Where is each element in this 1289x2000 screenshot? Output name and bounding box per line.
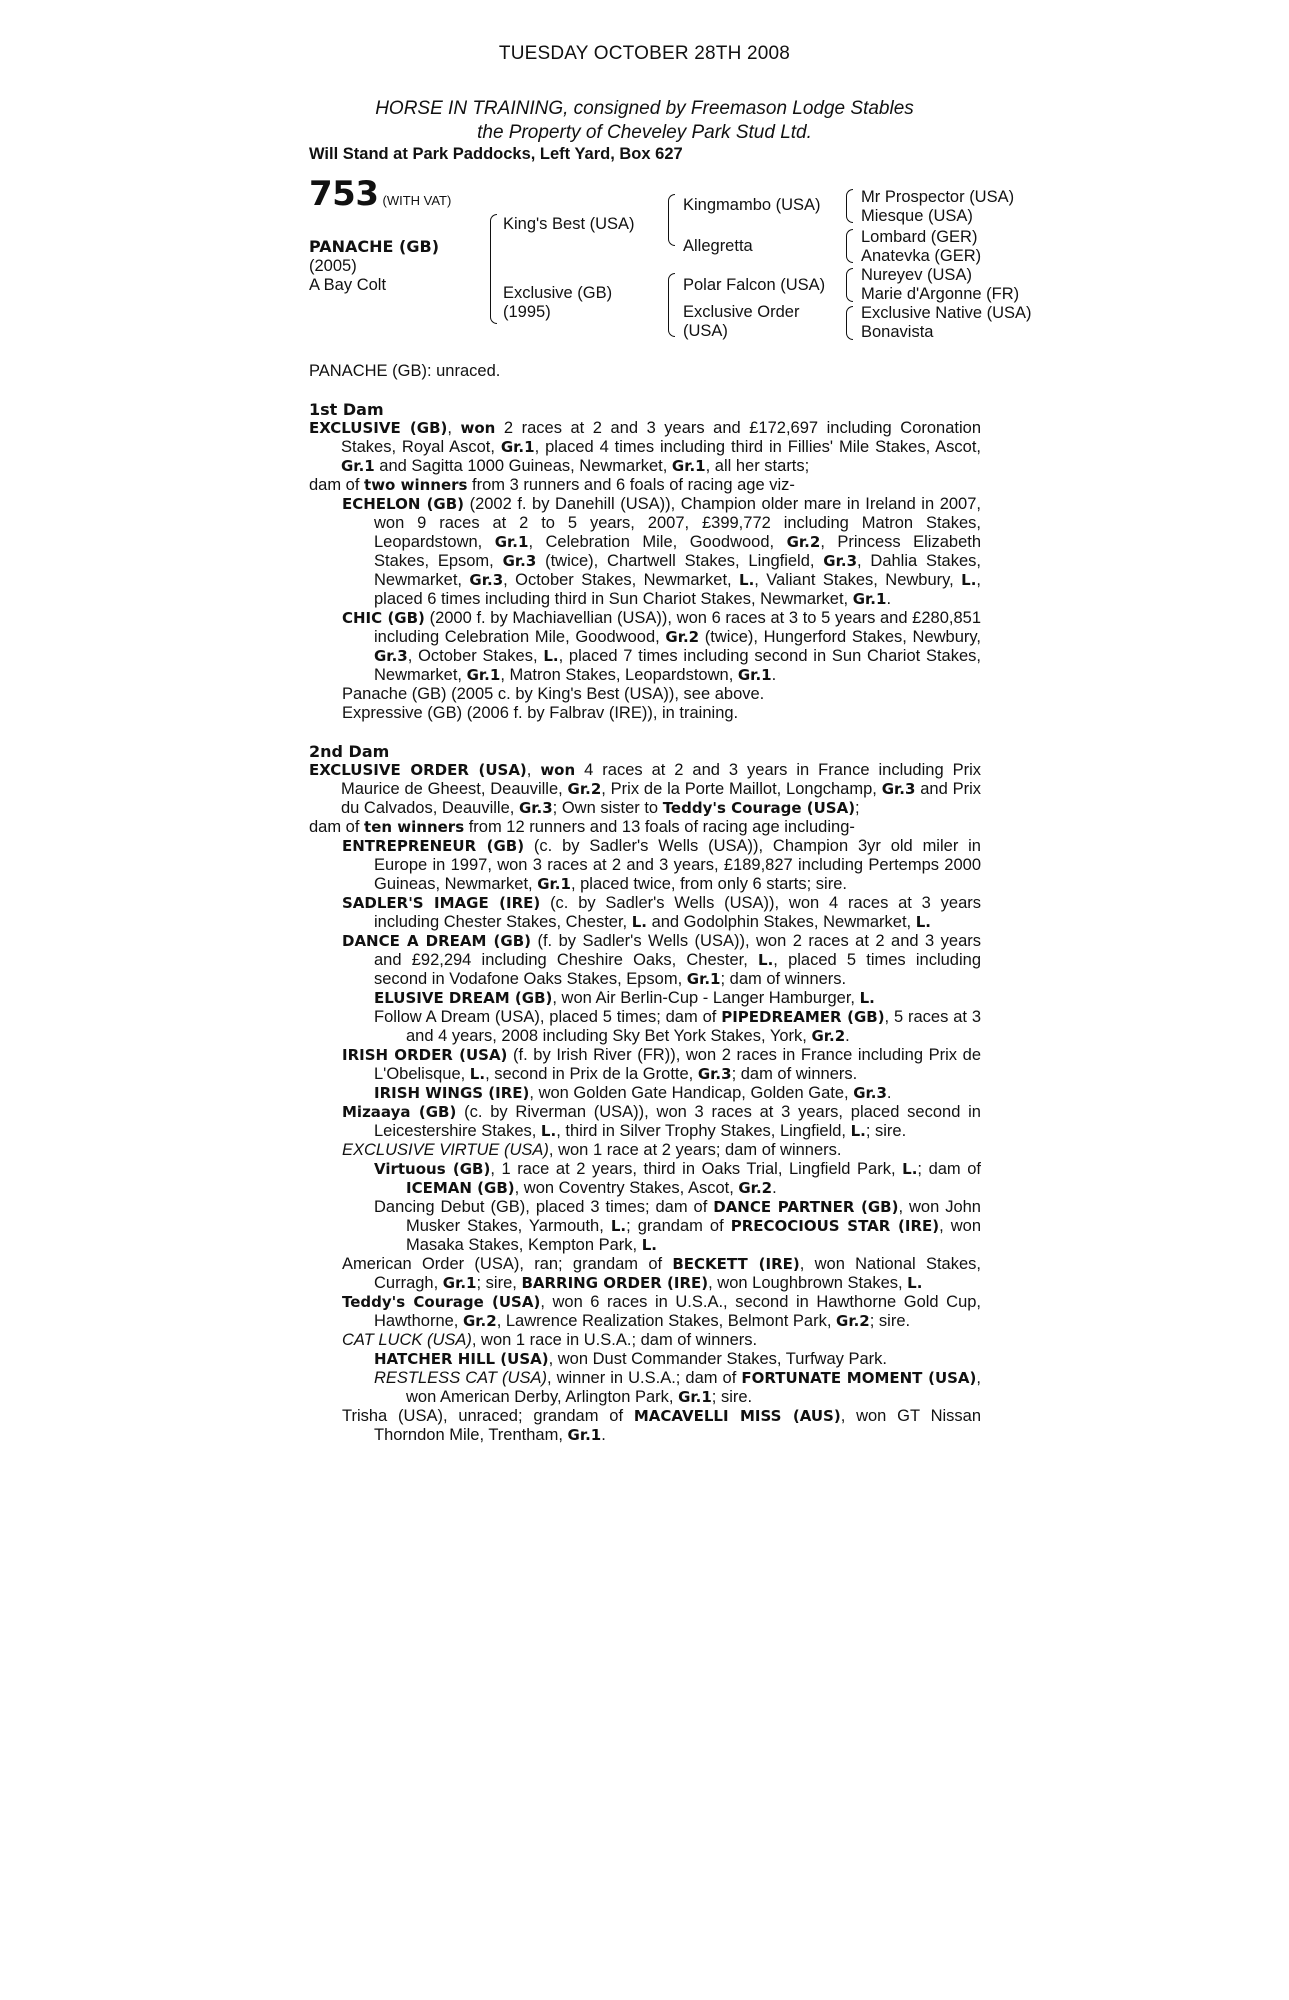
entry-text: ENTREPRENEUR (GB) bbox=[342, 837, 525, 855]
entry-text: . bbox=[771, 666, 777, 684]
entry-text: Gr.3 bbox=[374, 647, 408, 665]
stand-location: Will Stand at Park Paddocks, Left Yard, Box 627 bbox=[309, 145, 683, 163]
pedigree-ds-sire: Nureyev (USA) bbox=[861, 266, 972, 284]
entry-text: . bbox=[845, 1027, 850, 1045]
entry-text: and Prix du Calvados, Deauville, bbox=[341, 780, 981, 817]
entry-text: Gr.1 bbox=[442, 1274, 477, 1292]
entry-text: CHIC (GB) bbox=[342, 609, 425, 627]
pedigree-dam-sire: Polar Falcon (USA) bbox=[683, 276, 826, 294]
entry-text: , bbox=[526, 761, 541, 779]
entry-text: , 1 race at 2 years, third in Oaks Trial, Lingfield Park, bbox=[490, 1160, 903, 1178]
pedigree-sd-sire: Lombard (GER) bbox=[861, 228, 978, 246]
entry-text: ELUSIVE DREAM (GB) bbox=[374, 989, 553, 1007]
pedigree-dd-dam: Bonavista bbox=[861, 323, 934, 341]
entry-text: ; sire, bbox=[476, 1274, 522, 1292]
pedigree-dam-dam-country: (USA) bbox=[683, 322, 728, 340]
pedigree-brace-sd bbox=[846, 229, 853, 263]
entry-text: (twice), Hungerford Stakes, Newbury, bbox=[699, 628, 981, 646]
entry-text: L. bbox=[610, 1217, 627, 1235]
entry-text: ; sire. bbox=[865, 1122, 907, 1140]
pedigree-entry bbox=[309, 761, 981, 818]
entry-text: and Sagitta 1000 Guineas, Newmarket, bbox=[374, 457, 672, 475]
entry-text: Gr.3 bbox=[697, 1065, 732, 1083]
entry-text: EXCLUSIVE ORDER (USA) bbox=[309, 761, 527, 779]
pedigree-entry bbox=[309, 476, 981, 495]
entry-text: Gr.3 bbox=[881, 780, 916, 798]
entry-text: L. bbox=[961, 571, 977, 589]
entry-text: won bbox=[460, 419, 496, 437]
entry-text: , Princess Elizabeth Stakes, Epsom, bbox=[374, 533, 982, 570]
entry-text: , placed 4 times including third in Fillies' Mile Stakes, Ascot, bbox=[534, 438, 981, 456]
pedigree-dam-year: (1995) bbox=[503, 303, 551, 321]
entry-text: IRISH ORDER (USA) bbox=[342, 1046, 508, 1064]
entry-text: (2002 f. by Danehill (USA)), Champion older mare in Ireland in 2007, won 9 races at 2 to 5 years, 2007, £399,772 including Matron Stakes, Leopardstown, bbox=[374, 495, 981, 551]
entry-text: Panache (GB) (2005 c. by King's Best (USA)), see above. bbox=[342, 685, 765, 703]
entry-text: L. bbox=[850, 1122, 866, 1140]
entry-text: (f. by Irish River (FR)), won 2 races in France including Prix de L'Obelisque, bbox=[374, 1046, 982, 1083]
entry-text: ; dam of bbox=[917, 1160, 981, 1178]
catalogue-body bbox=[309, 400, 981, 1445]
entry-text: Gr.1 bbox=[567, 1426, 602, 1444]
entry-text: , bbox=[447, 419, 461, 437]
entry-text: Gr.1 bbox=[686, 970, 721, 988]
entry-text: . bbox=[886, 1084, 892, 1102]
entry-text: ICEMAN (GB) bbox=[406, 1179, 515, 1197]
entry-text: RESTLESS CAT (USA) bbox=[374, 1369, 547, 1387]
entry-text: Gr.1 bbox=[341, 457, 375, 475]
entry-text: HATCHER HILL (USA) bbox=[374, 1350, 549, 1368]
entry-text: L. bbox=[631, 913, 647, 931]
entry-text: L. bbox=[907, 1274, 923, 1292]
entry-text: Mizaaya (GB) bbox=[342, 1103, 457, 1121]
entry-text: PIPEDREAMER (GB) bbox=[721, 1008, 885, 1026]
entry-text: Gr.2 bbox=[786, 533, 821, 551]
entry-text: L. bbox=[915, 913, 931, 931]
second-dam-heading: 2nd Dam bbox=[309, 742, 390, 761]
entry-text: BECKETT (IRE) bbox=[672, 1255, 800, 1273]
pedigree-entry bbox=[309, 837, 981, 894]
entry-text: , placed twice, from only 6 starts; sire. bbox=[570, 875, 847, 893]
consignor-line: HORSE IN TRAINING, consigned by Freemason Lodge Stables bbox=[375, 98, 914, 119]
entry-text: 2 races at 2 and 3 years and £172,697 including Coronation Stakes, Royal Ascot, bbox=[341, 419, 981, 456]
entry-text: BARRING ORDER (IRE) bbox=[521, 1274, 709, 1292]
entry-text: , placed 5 times including second in Vodafone Oaks Stakes, Epsom, bbox=[374, 951, 981, 988]
entry-text: (twice), Chartwell Stakes, Lingfield, bbox=[536, 552, 824, 570]
entry-text: . bbox=[886, 590, 892, 608]
entry-text: (2000 f. by Machiavellian (USA)), won 6 races at 3 to 5 years and £280,851 including Celebration Mile, Goodwood, bbox=[374, 609, 981, 646]
entry-text: Gr.2 bbox=[567, 780, 602, 798]
first-dam-heading: 1st Dam bbox=[309, 400, 384, 419]
entry-text: American Order (USA), ran; grandam of bbox=[342, 1255, 673, 1273]
entry-text: Gr.3 bbox=[823, 552, 858, 570]
entry-text: , October Stakes, Newmarket, bbox=[503, 571, 740, 589]
pedigree-brace-ss bbox=[846, 189, 853, 223]
entry-text: Gr.1 bbox=[466, 666, 501, 684]
entry-text: , Valiant Stakes, Newbury, bbox=[754, 571, 962, 589]
entry-text: ; bbox=[855, 799, 860, 817]
entry-text: L. bbox=[739, 571, 755, 589]
pedigree-entry bbox=[309, 989, 981, 1008]
pedigree-entry bbox=[309, 1350, 981, 1369]
entry-text: ; Own sister to bbox=[552, 799, 663, 817]
entry-text: , placed 6 times including third in Sun Chariot Stakes, Newmarket, bbox=[374, 571, 981, 608]
entry-text: L. bbox=[540, 1122, 557, 1140]
entry-text: Expressive (GB) (2006 f. by Falbrav (IRE)), in training. bbox=[342, 704, 739, 722]
entry-text: Follow A Dream (USA), placed 5 times; dam of bbox=[374, 1008, 722, 1026]
entry-text: ; sire. bbox=[711, 1388, 753, 1406]
entry-text: MACAVELLI MISS (AUS) bbox=[633, 1407, 841, 1425]
pedigree-entry bbox=[309, 1331, 981, 1350]
pedigree-entry bbox=[309, 1084, 981, 1103]
entry-text: , 5 races at 3 and 4 years, 2008 including Sky Bet York Stakes, York, bbox=[406, 1008, 981, 1045]
entry-text: , Celebration Mile, Goodwood, bbox=[528, 533, 787, 551]
pedigree-entry bbox=[309, 1103, 981, 1141]
entry-text: won bbox=[540, 761, 576, 779]
entry-text: , won 1 race at 2 years; dam of winners. bbox=[548, 1141, 842, 1159]
pedigree-sire: King's Best (USA) bbox=[503, 215, 635, 233]
entry-text: PRECOCIOUS STAR (IRE) bbox=[730, 1217, 940, 1235]
entry-text: , Prix de la Porte Maillot, Longchamp, bbox=[601, 780, 882, 798]
entry-text: Gr.2 bbox=[665, 628, 700, 646]
pedigree-entry bbox=[309, 495, 981, 609]
entry-text: (c. by Sadler's Wells (USA)), won 4 races at 3 years including Chester Stakes, Chester, bbox=[374, 894, 982, 931]
entry-text: 4 races at 2 and 3 years in France including Prix Maurice de Gheest, Deauville, bbox=[341, 761, 981, 798]
entry-text: , won American Derby, Arlington Park, bbox=[406, 1369, 981, 1406]
entry-text: Gr.3 bbox=[853, 1084, 887, 1102]
entry-text: , Matron Stakes, Leopardstown, bbox=[500, 666, 738, 684]
pedigree-entry bbox=[309, 1198, 981, 1255]
entry-text: Trisha (USA), unraced; grandam of bbox=[342, 1407, 634, 1425]
race-record-note: PANACHE (GB): unraced. bbox=[309, 362, 501, 380]
pedigree-entry bbox=[309, 818, 981, 837]
entry-text: , second in Prix de la Grotte, bbox=[485, 1065, 698, 1083]
entry-text: EXCLUSIVE VIRTUE (USA) bbox=[342, 1141, 549, 1159]
entry-text: , placed 7 times including second in Sun Chariot Stakes, Newmarket, bbox=[374, 647, 981, 684]
pedigree-sd-dam: Anatevka (GER) bbox=[861, 247, 982, 265]
entry-text: Gr.2 bbox=[836, 1312, 870, 1330]
entry-text: ; grandam of bbox=[626, 1217, 731, 1235]
entry-text: EXCLUSIVE (GB) bbox=[309, 419, 448, 437]
entry-text: Gr.2 bbox=[811, 1027, 846, 1045]
pedigree-entry bbox=[309, 704, 981, 723]
entry-text: ECHELON (GB) bbox=[342, 495, 465, 513]
entry-text: Gr.3 bbox=[502, 552, 537, 570]
pedigree-entry bbox=[309, 1046, 981, 1084]
pedigree-entry bbox=[309, 1255, 981, 1293]
entry-text: dam of bbox=[309, 476, 365, 494]
pedigree-entry bbox=[309, 1141, 981, 1160]
entry-text: L. bbox=[758, 951, 774, 969]
entry-text: Dancing Debut (GB), placed 3 times; dam of bbox=[374, 1198, 714, 1216]
pedigree-entry bbox=[309, 1008, 981, 1046]
entry-text: Gr.2 bbox=[462, 1312, 497, 1330]
pedigree-ss-dam: Miesque (USA) bbox=[861, 207, 973, 225]
entry-text: and Godolphin Stakes, Newmarket, bbox=[646, 913, 916, 931]
pedigree-entry bbox=[309, 894, 981, 932]
entry-text: from 3 runners and 6 foals of racing age viz- bbox=[467, 476, 795, 494]
pedigree-entry bbox=[309, 1160, 981, 1198]
entry-text: FORTUNATE MOMENT (USA) bbox=[741, 1369, 977, 1387]
entry-text: Gr.1 bbox=[494, 533, 529, 551]
sale-date: TUESDAY OCTOBER 28TH 2008 bbox=[498, 43, 791, 64]
entry-text: ten winners bbox=[364, 818, 465, 836]
entry-text: , won Dust Commander Stakes, Turfway Park. bbox=[548, 1350, 887, 1368]
pedigree-brace-dam bbox=[668, 273, 675, 337]
entry-text: L. bbox=[902, 1160, 918, 1178]
entry-text: L. bbox=[859, 989, 875, 1007]
entry-text: , winner in U.S.A.; dam of bbox=[546, 1369, 742, 1387]
first-dam-section bbox=[309, 419, 981, 723]
entry-text: , won 6 races in U.S.A., second in Hawthorne Gold Cup, Hawthorne, bbox=[374, 1293, 982, 1330]
entry-text: Gr.1 bbox=[678, 1388, 712, 1406]
pedigree-entry bbox=[309, 1293, 981, 1331]
entry-text: , won Golden Gate Handicap, Golden Gate, bbox=[529, 1084, 854, 1102]
entry-text: L. bbox=[641, 1236, 657, 1254]
pedigree-dam-dam: Exclusive Order bbox=[683, 303, 800, 321]
pedigree-sire-dam: Allegretta bbox=[683, 237, 753, 255]
entry-text: Gr.1 bbox=[737, 666, 772, 684]
pedigree-entry bbox=[309, 1369, 981, 1407]
entry-text: two winners bbox=[364, 476, 468, 494]
entry-text: Gr.3 bbox=[518, 799, 553, 817]
pedigree-sire-sire: Kingmambo (USA) bbox=[683, 196, 821, 214]
entry-text: ; sire. bbox=[869, 1312, 911, 1330]
entry-text: (c. by Sadler's Wells (USA)), Champion 3yr old miler in Europe in 1997, won 3 races at 2 and 3 years, £189,827 including Pertemps 2000 Guineas, Newmarket, bbox=[374, 837, 981, 893]
entry-text: Virtuous (GB) bbox=[374, 1160, 491, 1178]
entry-text: Gr.2 bbox=[738, 1179, 773, 1197]
entry-text: DANCE PARTNER (GB) bbox=[713, 1198, 899, 1216]
entry-text: , won 1 race in U.S.A.; dam of winners. bbox=[471, 1331, 758, 1349]
entry-text: . bbox=[601, 1426, 606, 1444]
pedigree-brace-dd bbox=[846, 306, 853, 340]
vat-note: (WITH VAT) bbox=[382, 193, 452, 208]
pedigree-entry bbox=[309, 1407, 981, 1445]
entry-text: , Dahlia Stakes, Newmarket, bbox=[374, 552, 981, 589]
pedigree-entry bbox=[309, 685, 981, 704]
horse-name: PANACHE (GB) bbox=[309, 237, 439, 256]
entry-text: , October Stakes, bbox=[407, 647, 544, 665]
entry-text: Gr.1 bbox=[671, 457, 706, 475]
pedigree-entry bbox=[309, 419, 981, 476]
entry-text: L. bbox=[469, 1065, 486, 1083]
pedigree-brace-sire bbox=[668, 194, 675, 246]
pedigree-ds-dam: Marie d'Argonne (FR) bbox=[861, 285, 1020, 303]
pedigree-entry bbox=[309, 932, 981, 989]
entry-text: Teddy's Courage (USA) bbox=[662, 799, 856, 817]
entry-text: , Lawrence Realization Stakes, Belmont Park, bbox=[496, 1312, 837, 1330]
lot-number: 753 bbox=[309, 174, 379, 214]
entry-text: CAT LUCK (USA) bbox=[342, 1331, 472, 1349]
entry-text: , won GT Nissan Thorndon Mile, Trentham, bbox=[374, 1407, 982, 1444]
section-spacer bbox=[309, 723, 981, 742]
entry-text: . bbox=[772, 1179, 777, 1197]
entry-text: DANCE A DREAM (GB) bbox=[342, 932, 532, 950]
entry-text: , won National Stakes, Curragh, bbox=[374, 1255, 981, 1292]
entry-text: L. bbox=[543, 647, 559, 665]
entry-text: ; dam of winners. bbox=[720, 970, 847, 988]
entry-text: Gr.1 bbox=[852, 590, 887, 608]
pedigree-brace-main bbox=[490, 214, 497, 324]
pedigree-dd-sire: Exclusive Native (USA) bbox=[861, 304, 1032, 322]
entry-text: ; dam of winners. bbox=[731, 1065, 858, 1083]
pedigree-dam: Exclusive (GB) bbox=[503, 284, 613, 302]
entry-text: Teddy's Courage (USA) bbox=[342, 1293, 541, 1311]
property-line: the Property of Cheveley Park Stud Ltd. bbox=[477, 122, 812, 143]
entry-text: from 12 runners and 13 foals of racing age including- bbox=[464, 818, 855, 836]
entry-text: , won Coventry Stakes, Ascot, bbox=[514, 1179, 739, 1197]
entry-text: SADLER'S IMAGE (IRE) bbox=[342, 894, 541, 912]
entry-text: (c. by Riverman (USA)), won 3 races at 3 years, placed second in Leicestershire Stakes, bbox=[374, 1103, 981, 1140]
pedigree-ss-sire: Mr Prospector (USA) bbox=[861, 188, 1015, 206]
entry-text: , won Masaka Stakes, Kempton Park, bbox=[406, 1217, 982, 1254]
horse-description: A Bay Colt bbox=[309, 276, 387, 294]
entry-text: (f. by Sadler's Wells (USA)), won 2 races at 2 and 3 years and £92,294 including Cheshire Oaks, Chester, bbox=[374, 932, 981, 969]
entry-text: , won John Musker Stakes, Yarmouth, bbox=[406, 1198, 981, 1235]
entry-text: , all her starts; bbox=[705, 457, 810, 475]
entry-text: Gr.3 bbox=[469, 571, 504, 589]
entry-text: , won Loughbrown Stakes, bbox=[708, 1274, 908, 1292]
entry-text: , third in Silver Trophy Stakes, Lingfield, bbox=[556, 1122, 851, 1140]
lot-number-block bbox=[309, 174, 452, 214]
pedigree-brace-ds bbox=[846, 268, 853, 302]
entry-text: IRISH WINGS (IRE) bbox=[374, 1084, 530, 1102]
entry-text: Gr.1 bbox=[537, 875, 571, 893]
second-dam-section bbox=[309, 761, 981, 1445]
entry-text: dam of bbox=[309, 818, 365, 836]
entry-text: , won Air Berlin-Cup - Langer Hamburger, bbox=[552, 989, 860, 1007]
entry-text: Gr.1 bbox=[500, 438, 535, 456]
foaling-year: (2005) bbox=[309, 257, 357, 275]
pedigree-entry bbox=[309, 609, 981, 685]
